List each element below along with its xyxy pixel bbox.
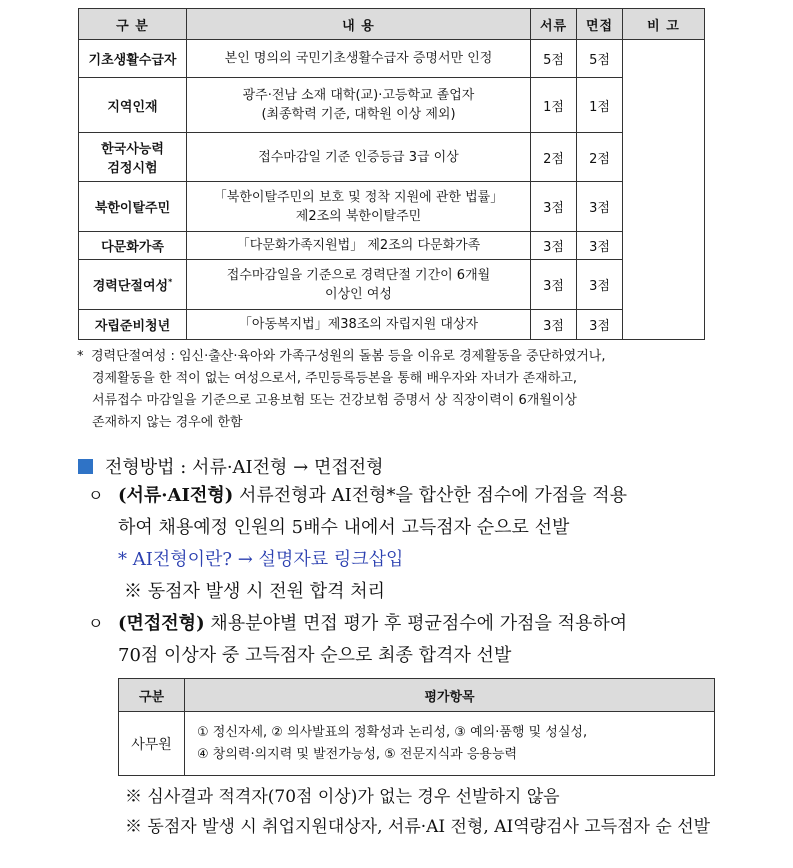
- table-row: [79, 40, 705, 78]
- table-row: [79, 133, 705, 182]
- bullet-text-cont: 하여 채용예정 인원의 5배수 내에서 고득점자 순으로 선발: [118, 517, 570, 538]
- footnote-line: 경력단절여성 : 임신·출산·육아와 가족구성원의 돌봄 등을 이유로 경제활동을 중단하였거나,: [91, 349, 606, 364]
- table-row: [79, 310, 705, 340]
- row-category: 기초생활수급자: [79, 40, 187, 78]
- row-document-score: 5점: [531, 40, 577, 78]
- row-content: 접수마감일 기준 인증등급 3급 이상: [187, 133, 531, 182]
- ai-screening-link[interactable]: * AI전형이란? → 설명자료 링크삽입: [118, 549, 404, 570]
- row-category: 경력단절여성*: [79, 260, 187, 310]
- section-heading: [78, 453, 384, 479]
- header-items: 평가항목: [185, 679, 715, 712]
- header-document: 서류: [531, 9, 577, 40]
- footnote-line: 서류접수 마감일을 기준으로 고용보험 또는 건강보험 증명서 상 직장이력이 6개월이상: [92, 393, 577, 408]
- row-interview-score: 2점: [577, 133, 623, 182]
- note-line: ※ 동점자 발생 시 취업지원대상자, 서류·AI 전형, AI역량검사 고득점자 순 선발: [125, 817, 711, 837]
- row-document-score: 1점: [531, 78, 577, 133]
- evaluation-table: [118, 678, 715, 776]
- bullet-heading: (서류·AI전형): [118, 485, 234, 506]
- row-interview-score: 3점: [577, 260, 623, 310]
- bullet-heading: (면접전형): [118, 613, 205, 634]
- row-document-score: 2점: [531, 133, 577, 182]
- row-document-score: 3점: [531, 260, 577, 310]
- table-row: [79, 260, 705, 310]
- row-content: 광주·전남 소재 대학(교)·고등학교 졸업자 (최종학력 기준, 대학원 이상 제외): [187, 78, 531, 133]
- interview-screening: [88, 608, 728, 672]
- row-interview-score: 5점: [577, 40, 623, 78]
- footnote-line: 존재하지 않는 경우에 한함: [92, 415, 243, 430]
- row-category: 다문화가족: [79, 232, 187, 260]
- row-content: 「북한이탈주민의 보호 및 정착 지원에 관한 법률」 제2조의 북한이탈주민: [187, 182, 531, 232]
- footnote-line: 경제활동을 한 적이 없는 여성으로서, 주민등록등본을 통해 배우자와 자녀가 존재하고,: [92, 371, 577, 386]
- table-row: [119, 712, 715, 776]
- row-category: 자립준비청년: [79, 310, 187, 340]
- document-ai-screening: [88, 480, 728, 608]
- row-interview-score: 1점: [577, 78, 623, 133]
- row-category: 한국사능력 검정시험: [79, 133, 187, 182]
- row-interview-score: 3점: [577, 232, 623, 260]
- closing-notes: [125, 782, 765, 842]
- row-document-score: 3점: [531, 182, 577, 232]
- row-category: 지역인재: [79, 78, 187, 133]
- row-content: 「다문화가족지원법」 제2조의 다문화가족: [187, 232, 531, 260]
- row-document-score: 3점: [531, 232, 577, 260]
- note-line: ※ 심사결과 적격자(70점 이상)가 없는 경우 선발하지 않음: [125, 787, 560, 807]
- row-category: 북한이탈주민: [79, 182, 187, 232]
- footnote: [77, 346, 727, 434]
- bonus-points-table: [78, 8, 705, 340]
- row-content: 본인 명의의 국민기초생활수급자 증명서만 인정: [187, 40, 531, 78]
- square-bullet-icon: [78, 459, 93, 474]
- bullet-text: 서류전형과 AI전형*을 합산한 점수에 가점을 적용: [233, 485, 628, 506]
- circle-bullet-icon: ㅇ: [88, 614, 104, 633]
- header-interview: 면접: [577, 9, 623, 40]
- row-content: 「아동복지법」제38조의 자립지원 대상자: [187, 310, 531, 340]
- tie-note: ※ 동점자 발생 시 전원 합격 처리: [124, 581, 385, 602]
- row-items: ① 정신자세, ② 의사발표의 정확성과 논리성, ③ 예의·품행 및 성실성, ④ 창의력·의지력 및 발전가능성, ⑤ 전문지식과 응용능력: [185, 712, 715, 776]
- row-interview-score: 3점: [577, 310, 623, 340]
- section-title: 전형방법 : 서류·AI전형 → 면접전형: [105, 457, 384, 478]
- table-row: [79, 182, 705, 232]
- note-cell: [623, 40, 705, 340]
- row-document-score: 3점: [531, 310, 577, 340]
- row-interview-score: 3점: [577, 182, 623, 232]
- bullet-text: 채용분야별 면접 평가 후 평균점수에 가점을 적용하여: [204, 613, 628, 634]
- footnote-star: *: [77, 349, 84, 364]
- row-content: 접수마감일을 기준으로 경력단절 기간이 6개월 이상인 여성: [187, 260, 531, 310]
- bullet-text-cont: 70점 이상자 중 고득점자 순으로 최종 합격자 선발: [118, 645, 512, 666]
- table-row: [79, 78, 705, 133]
- header-category: 구분: [119, 679, 185, 712]
- footnote-marker: *: [168, 277, 173, 287]
- header-category: 구 분: [79, 9, 187, 40]
- row-category: 사무원: [119, 712, 185, 776]
- header-note: 비 고: [623, 9, 705, 40]
- circle-bullet-icon: ㅇ: [88, 486, 104, 505]
- table-row: [79, 232, 705, 260]
- header-content: 내 용: [187, 9, 531, 40]
